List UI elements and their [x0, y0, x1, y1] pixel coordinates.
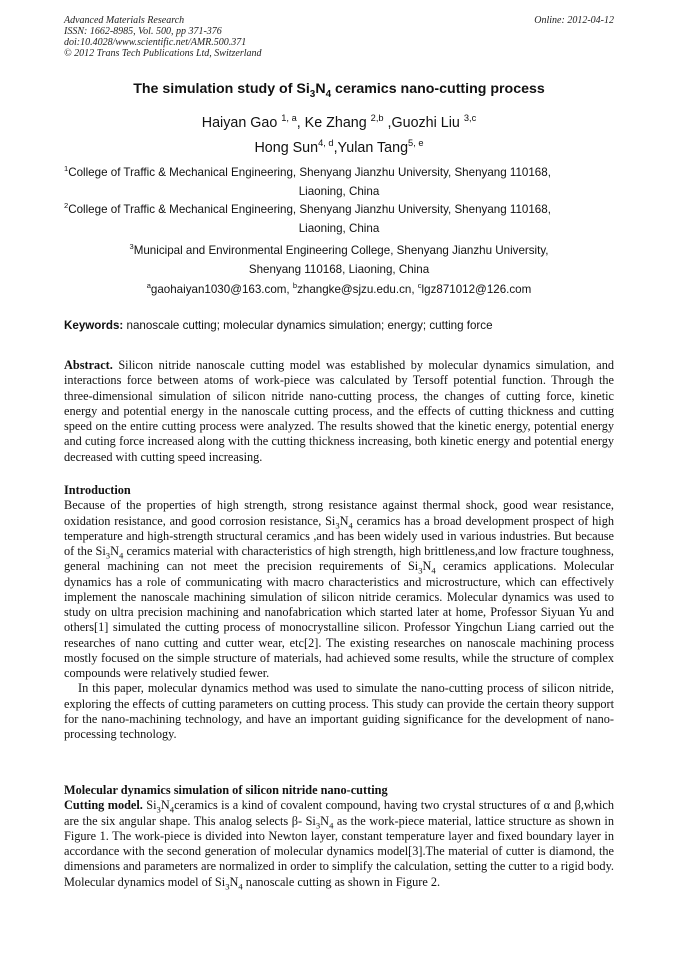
paragraph: Cutting model. $Si_3N_4ceramics$ is a kind of covalent compound, having two crystal structures of α and β,which are the six angular shape. This analog selects β- $Si_3N_4$ as the work-piece material, lattice structure as shown in Figure 1. The work-piece is divided into Newton layer, constant temperature layer and fixed boundary layer in accordance with the second generation of molecular dynamics model[3].The material of cutter is diamond, the dimensions and parameters are normalized in order to simplify the calculation, setting the cutter to a rigid body. Molecular dynamics model of $Si_3N_4$ nanoscale cutting as shown in Figure 2. — [64, 798, 614, 891]
email-link: zhangke@sjzu.edu.cn, — [297, 283, 418, 296]
doi-line: doi:10.4028/www.scientific.net/AMR.500.371 — [64, 37, 247, 48]
author-line-2: Hong Sun$^{4, d}$,Yulan Tang$^{5, e}$ — [254, 138, 424, 156]
email-link: lgz871012@126.com — [421, 283, 532, 296]
author-name: ,Guozhi Liu — [383, 115, 464, 131]
cutting-model-label: Cutting model. — [64, 798, 143, 813]
author-name: , Ke Zhang — [296, 115, 371, 131]
paragraph: Because of the properties of high strength, strong resistance against thermal shock, good wear resistance, oxidation resistance, and good corrosion resistance, $Si_3N_4$ ceramics has a broad development prospect of high temperature and high-strength structural ceramics ,and has been widely used in various industries. But because of the $Si_3N_4$ ceramics material with characteristics of high strength, high brittleness,and low fracture toughness, general machining can not meet the precision requirements of $Si_3N_4$ ceramics applications. Molecular dynamics has a role of communicating with macro characteristics and microstructure, which can effectively implement the nanoscale machining simulation of silicon nitride ceramics. Molecular dynamics was used to study on ultra precision machining and nanofabrication which started later at home, Professor Siyuan Yu and others[1] simulated the cutting process of monocrystalline silicon. Professor Yingchun Liang carried out the researches of nano cutting and cutter wear, etc[2]. The existing researches on nanoscale machining process mostly focused on the simple structure of materials, had achieved some results, while the structure of complex compounds were relatively studied fewer. — [64, 498, 615, 680]
md-simulation-section — [64, 783, 614, 890]
introduction-section — [64, 483, 614, 742]
paragraph: In this paper, molecular dynamics method was used to simulate the nano-cutting process of silicon nitride, exploring the effects of cutting parameters on cutting process. This study can provide the certain theory support for the nano-machining technology, and have an important guiding significance for the development of nano-processing technology. — [64, 681, 614, 741]
keywords-text: nanoscale cutting; molecular dynamics simulation; energy; cutting force — [123, 319, 493, 332]
affiliation-2: $^2$College of Traffic & Mechanical Engineering, Shenyang Jianzhu University, Shenyang 110168, Liaoning, China — [64, 201, 551, 235]
affiliation-1: $^1$College of Traffic & Mechanical Engineering, Shenyang Jianzhu University, Shenyang 110168, Liaoning, China — [64, 164, 551, 198]
author-name: ,Yulan Tang — [333, 140, 409, 156]
email-link: gaohaiyan1030@163.com, — [150, 283, 293, 296]
keywords — [64, 319, 614, 332]
section-heading-introduction: Introduction — [64, 483, 131, 497]
journal-header — [64, 15, 614, 59]
author-name: Hong Sun — [254, 140, 319, 156]
abstract — [64, 358, 614, 465]
author-line-1: Haiyan Gao $^{1, a}$, Ke Zhang $^{2,b}$ ,Guozhi Liu $^{3,c}$ — [201, 113, 477, 131]
abstract-label: Abstract. — [64, 358, 113, 372]
author-name: Haiyan Gao — [201, 115, 282, 131]
issn-line: ISSN: 1662-8985, Vol. 500, pp 371-376 — [64, 26, 222, 37]
section-heading-md: Molecular dynamics simulation of silicon nitride nano-cutting — [64, 783, 388, 797]
online-date: Online: 2012-04-12 — [534, 15, 614, 26]
abstract-text: Silicon nitride nanoscale cutting model was established by molecular dynamics simulation, and interactions force between atoms of work-piece was calculated by Tersoff potential function. Through the three-dimensional simulation of silicon nitride nano-cutting process, the changes of cutting force, kinetic energy and potential energy in the nanoscale cutting process, and the effects of cutting thickness and cutting speed on the entire cutting process were analyzed. The results showed that the kinetic energy, potential energy and cuting force increased along with the cutting thickness increasing, both kinetic energy and potential energy decreased with cutting speed increasing. — [64, 358, 614, 464]
paper-title: The simulation study of $Si_3N_4$ ceramics nano-cutting process — [133, 81, 545, 100]
affiliation-3: $^3$Municipal and Environmental Engineering College, Shenyang Jianzhu University, Shenyang 110168, Liaoning, China — [129, 242, 549, 276]
copyright-line: © 2012 Trans Tech Publications Ltd, Switzerland — [64, 48, 262, 59]
author-emails: $^a$gaohaiyan1030@163.com, $^b$zhangke@sjzu.edu.cn, $^c$lgz871012@126.com — [146, 281, 532, 296]
keywords-label: Keywords: — [64, 319, 124, 332]
journal-name: Advanced Materials Research — [64, 15, 185, 26]
